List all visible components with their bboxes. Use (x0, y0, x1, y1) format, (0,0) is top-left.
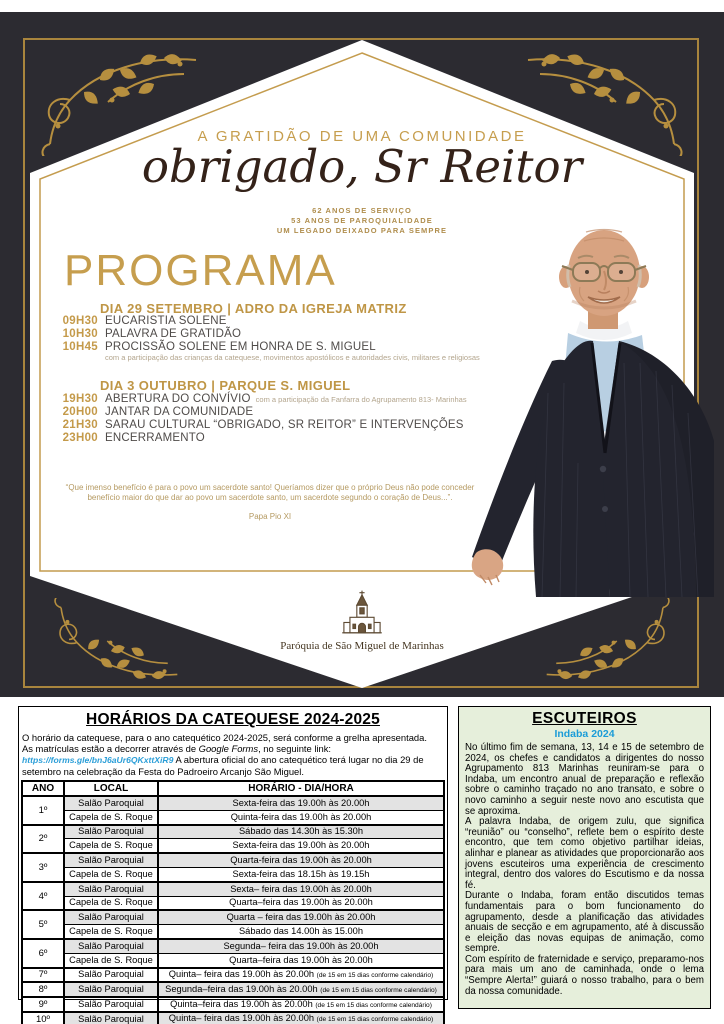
parish-signature (0, 588, 724, 652)
cell-ano: 9º (22, 997, 64, 1012)
cell-local: Capela de S. Roque (64, 810, 158, 824)
quote-line: benefício maior do que dar ao povo um sacerdote santo, um sacerdote segundo o coração de Deus...”. (87, 493, 453, 502)
program-item (54, 393, 504, 406)
program-item (54, 315, 504, 328)
program-section-heading: DIA 3 OUTUBRO | PARQUE S. MIGUEL (100, 378, 351, 393)
intro-text: A abertura oficial do ano catequético terá lugar no dia 29 de setembro na celebração da Festa do Padroeiro Arcanjo São Miguel. (22, 754, 424, 777)
time-label: 20H00 (62, 406, 98, 418)
item-note: com a participação da Fanfarra do Agrupamento 813- Marinhas (255, 395, 467, 404)
catequese-panel (18, 706, 448, 1024)
item-note: com a participação das crianças da catequese, movimentos apostólicos e autoridades civis, militares e religiosas (105, 353, 480, 362)
cell-ano: 4º (22, 882, 64, 911)
quote-line: “Que imenso benefício é para o povo um sacerdote santo! Queríamos dizer que o próprio Deus não pode conceder (65, 483, 475, 492)
catequese-intro (22, 732, 444, 777)
poster-title: obrigado, Sr Reitor (141, 140, 583, 193)
cell-ano: 3º (22, 853, 64, 882)
subtitle-line: UM LEGADO DEIXADO PARA SEMPRE (276, 226, 448, 235)
cell-horario: Quinta-feira das 19.00h às 20.00h (158, 810, 444, 824)
time-label: 21H30 (62, 419, 98, 431)
cell-note: (de 15 em 15 dias conforme calendário) (316, 1016, 434, 1024)
cell-ano: 6º (22, 939, 64, 968)
intro-text: O horário da catequese, para o ano catequético 2024-2025, será conforme a grelha apresentada. (22, 732, 427, 743)
table-row (22, 839, 444, 853)
cell-horario: Sexta-feira das 18.15h às 19.15h (158, 867, 444, 881)
cell-horario: Sexta– feira das 19.00h às 20.00h (158, 882, 444, 896)
cell-ano: 7º (22, 968, 64, 983)
table-row (22, 997, 444, 1012)
program-item (54, 419, 504, 432)
table-row (22, 910, 444, 924)
priest-photo (452, 213, 714, 597)
program-item (54, 328, 504, 341)
cell-local: Capela de S. Roque (64, 896, 158, 910)
cell-local: Capela de S. Roque (64, 925, 158, 939)
time-label: 23H00 (62, 432, 98, 444)
matriculas-form-link[interactable]: https://forms.gle/bnJ6aUr6QKxttXiR9 (22, 755, 174, 765)
table-row (22, 882, 444, 896)
item-title: PROCISSÃO SOLENE EM HONRA DE S. MIGUEL (105, 341, 376, 353)
parish-name: Paróquia de São Miguel de Marinhas (280, 640, 444, 652)
intro-text: As matrículas estão a decorrer através de (22, 743, 199, 754)
cell-local: Salão Paroquial (64, 853, 158, 867)
cell-local: Capela de S. Roque (64, 867, 158, 881)
table-row (22, 867, 444, 881)
escuteiros-title: ESCUTEIROS (532, 710, 637, 727)
quote-author: Papa Pio XI (248, 512, 292, 521)
table-row (22, 925, 444, 939)
table-row (22, 1012, 444, 1024)
table-row (22, 896, 444, 910)
cell-local: Salão Paroquial (64, 968, 158, 983)
escuteiros-paragraph: Com espírito de fraternidade e serviço, preparamo-nos para mais um ano de caminhada, onde o lema “Sempre Alerta!” guiará o nosso trabalho, para o bem da nossa comunidade. (465, 953, 704, 997)
item-title: PALAVRA DE GRATIDÃO (105, 328, 242, 340)
cell-horario: Sábado das 14.30h às 15.30h (158, 825, 444, 839)
table-header-row (22, 781, 444, 796)
table-row (22, 853, 444, 867)
papal-quote (35, 483, 505, 522)
time-label: 19H30 (62, 393, 98, 405)
program-heading: PROGRAMA (64, 246, 337, 295)
header-ano: ANO (22, 781, 64, 796)
cell-horario: Quarta-feira das 19.00h às 20.00h (158, 853, 444, 867)
intro-text: , no seguinte link: (258, 743, 332, 754)
escuteiros-paragraph: Durante o Indaba, foram então discutidos temas fundamentais para o bom funcionamento do agrupamento, desde a planificação das atividades anuais de secção e em agrupamento, até à discussão e eleição das novas equipas de animação, como sempre. (465, 890, 704, 955)
cell-local: Salão Paroquial (64, 910, 158, 924)
table-row (22, 982, 444, 997)
escuteiros-panel (458, 706, 711, 1009)
cell-horario: Quarta–feira das 19.00h às 20.00h (158, 953, 444, 967)
header-horario: HORÁRIO - DIA/HORA (158, 781, 444, 796)
item-title: SARAU CULTURAL “OBRIGADO, SR REITOR” E INTERVENÇÕES (105, 419, 464, 431)
cell-horario: Quarta – feira das 19.00h às 20.00h (158, 910, 444, 924)
cell-local: Salão Paroquial (64, 1012, 158, 1024)
time-label: 09H30 (62, 315, 98, 327)
escuteiros-paragraph: No último fim de semana, 13, 14 e 15 de setembro de 2024, os chefes e candidatos a dirigentes do nosso Agrupamento 813 Marinhas reuniram-se para o Indaba, um encontro anual de preparação e reflexão sobre o caminho traçado no ano transato, e sobre o novo caminho a seguir neste novo ano escutista que se aproxima. (465, 742, 704, 817)
church-icon (334, 588, 390, 638)
cell-local: Capela de S. Roque (64, 839, 158, 853)
subtitle-line: 62 ANOS DE SERVIÇO (312, 206, 412, 215)
escuteiros-subtitle: Indaba 2024 (554, 728, 615, 740)
cell-local: Salão Paroquial (64, 825, 158, 839)
cell-horario: Segunda– feira das 19.00h às 20.00h (158, 939, 444, 953)
cell-horario: Quinta– feira das 19.00h às 20.00h (de 15 em 15 dias conforme calendário) (158, 1012, 444, 1024)
subtitle-line: 53 ANOS DE PAROQUIALIDADE (291, 216, 433, 225)
cell-note: (de 15 em 15 dias conforme calendário) (315, 1001, 432, 1009)
program-item (54, 432, 504, 445)
cell-horario: Sexta-feira das 19.00h às 20.00h (158, 796, 444, 810)
cell-ano: 5º (22, 910, 64, 939)
catequese-table (21, 780, 445, 1024)
table-row (22, 953, 444, 967)
cell-ano: 2º (22, 825, 64, 854)
cell-horario: Quarta–feira das 19.00h às 20.00h (158, 896, 444, 910)
cell-horario: Quinta– feira das 19.00h às 20.00h (de 15 em 15 dias conforme calendário) (158, 968, 444, 983)
item-title: ENCERRAMENTO (105, 432, 205, 444)
cell-local: Salão Paroquial (64, 939, 158, 953)
item-title: JANTAR DA COMUNIDADE (105, 406, 254, 418)
item-title: EUCARISTIA SOLENE (105, 315, 227, 327)
cell-note: (de 15 em 15 dias conforme calendário) (316, 971, 434, 979)
cell-ano: 10º (22, 1012, 64, 1024)
cell-local: Capela de S. Roque (64, 953, 158, 967)
cell-local: Salão Paroquial (64, 882, 158, 896)
time-label: 10H30 (62, 328, 98, 340)
escuteiros-paragraph: A palavra Indaba, de origem zulu, que significa “reunião” ou “conselho”, reflete bem o espírito deste encontro, que tem como objetivo partilhar ideias, alinhar e planear as atividades que proporcionarão aos jovens escuteiros uma experiência de crescimento integral, dentro dos valores do Escutismo e da nossa fé. (465, 816, 704, 891)
cell-horario: Sexta-feira das 19.00h às 20.00h (158, 839, 444, 853)
time-label: 10H45 (62, 341, 98, 353)
intro-text-italic: Google Forms (198, 743, 259, 754)
item-title: ABERTURA DO CONVÍVIO (105, 393, 251, 405)
cell-note: (de 15 em 15 dias conforme calendário) (320, 986, 437, 994)
cell-local: Salão Paroquial (64, 796, 158, 810)
table-row (22, 939, 444, 953)
cell-horario: Quinta–feira das 19.00h às 20.00h (de 15 em 15 dias conforme calendário) (158, 997, 444, 1012)
program-list-2 (54, 393, 504, 445)
program-section-heading: DIA 29 SETEMBRO | ADRO DA IGREJA MATRIZ (100, 301, 407, 316)
cell-ano: 1º (22, 796, 64, 825)
tribute-poster (0, 12, 724, 697)
cell-local: Salão Paroquial (64, 997, 158, 1012)
table-row (22, 968, 444, 983)
table-row (22, 810, 444, 824)
poster-eyebrow: A GRATIDÃO DE UMA COMUNIDADE (197, 128, 527, 145)
cell-horario: Sábado das 14.00h às 15.00h (158, 925, 444, 939)
header-local: LOCAL (64, 781, 158, 796)
cell-horario: Segunda–feira das 19.00h às 20.00h (de 15 em 15 dias conforme calendário) (158, 982, 444, 997)
cell-local: Salão Paroquial (64, 982, 158, 997)
table-row (22, 825, 444, 839)
cell-ano: 8º (22, 982, 64, 997)
program-item (54, 406, 504, 419)
catequese-title: HORÁRIOS DA CATEQUESE 2024-2025 (86, 711, 380, 728)
program-list-1 (54, 315, 504, 362)
table-row (22, 796, 444, 810)
